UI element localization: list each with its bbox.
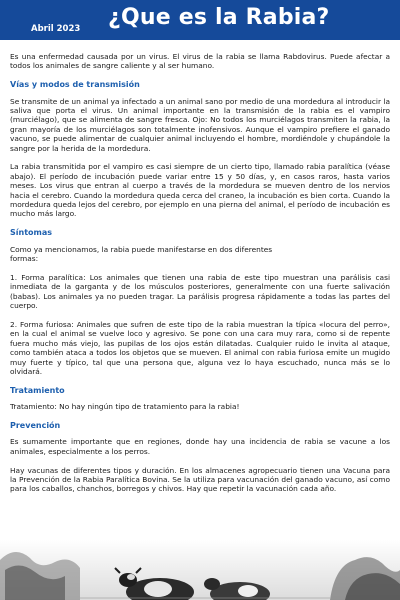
section-heading-prevencion: Prevención: [10, 420, 61, 430]
footer-animals-photo: [0, 540, 400, 600]
vias-paragraph-2: La rabia transmitida por el vampiro es casi siempre de un cierto tipo, llamado rabia paralítica (véase abajo). El período de incubación puede variar entre 15 y 50 días, y, en casos raros, hasta varios meses. Los virus que entran al cuerpo a través de la mordedura se mueven dentro de los nervios hacia el cerebro. Cuando la mordedura queda cerca del craneo, la incubación es bien corta. Cuando la mordedura queda lejos del cerebro, por ejemplo en una pierna del animal, el período de incubación es mucho más largo.: [10, 162, 390, 219]
tratamiento-paragraph: Tratamiento: No hay ningún tipo de tratamiento para la rabia!: [10, 402, 240, 412]
issue-date: Abril 2023: [31, 24, 81, 34]
sintomas-paragraph-1b: formas:: [10, 254, 39, 264]
section-heading-sintomas: Síntomas: [10, 228, 53, 238]
vias-paragraph-1: Se transmite de un animal ya infectado a un animal sano por medio de una mordedura al introducir la saliva que porta el virus. Un animal importante en la transmisión de la rabia es el vampiro (murciélago), que se alimenta de sangre fresca. Ojo: No todos los murciélagos transmiten la rabia, la gran mayoría de los murciélagos son totalmente inofensivos. Aunque el vampiro prefiere el ganado vacuno, se puede alimentar de cualquier animal incluyendo el hombre, mordiéndole y chupándole la sangre por la herida de la mordedura.: [10, 96, 390, 153]
page-title: ¿Que es la Rabia?: [108, 5, 330, 30]
article-body: [10, 52, 390, 503]
section-heading-tratamiento: Tratamiento: [10, 385, 65, 395]
section-heading-vias: Vías y modos de transmisión: [10, 80, 140, 90]
sintomas-furiosa-paragraph: 2. Forma furiosa: Animales que sufren de este tipo de la rabia muestran la típica «locura del perro», en la cual el animal se vuelve loco y agresivo. Se pone con una cara muy rara, como si de repente fuera mucho más viejo, las pupilas de los ojos están dilatadas. Cualquier ruido le invita al ataque, como también ataca a todos los objetos que se mueven. El animal con rabia furiosa emite un mugido muy fuerte y típico, tal que una persona que, alguna vez lo haya escuchado, nunca más se lo olvidará.: [10, 319, 390, 376]
sintomas-paragraph-1a: Como ya mencionamos, la rabia puede manifestarse en dos diferentes: [10, 244, 273, 254]
animals-illustration: [0, 540, 400, 600]
sintomas-paralitica-paragraph: 1. Forma paralítica: Los animales que tienen una rabia de este tipo muestran una parálisis casi inmediata de la garganta y de los músculos posteriores, generalmente con una fuerte salivación (babas). Los animales ya no pueden tragar. La parálisis progresa rápidamente a todas las partes del cuerpo.: [10, 272, 390, 311]
header-banner: [0, 0, 400, 40]
prevencion-paragraph-1: Es sumamente importante que en regiones, donde hay una incidencia de rabia se vacune a los animales, especialmente a los perros.: [10, 437, 390, 456]
prevencion-paragraph-2: Hay vacunas de diferentes tipos y duración. En los almacenes agropecuario tienen una Vacuna para la Prevención de la Rabia Paralítica Bovina. Se la utiliza para vacunación del ganado vacuno, así como para los caballos, chanchos, borregos y chivos. Hay que repetir la vacunación cada año.: [10, 465, 390, 494]
intro-paragraph: Es una enfermedad causada por un virus. El virus de la rabia se llama Rabdovirus. Puede afectar a todos los animales de sangre caliente y al ser humano.: [10, 52, 390, 71]
